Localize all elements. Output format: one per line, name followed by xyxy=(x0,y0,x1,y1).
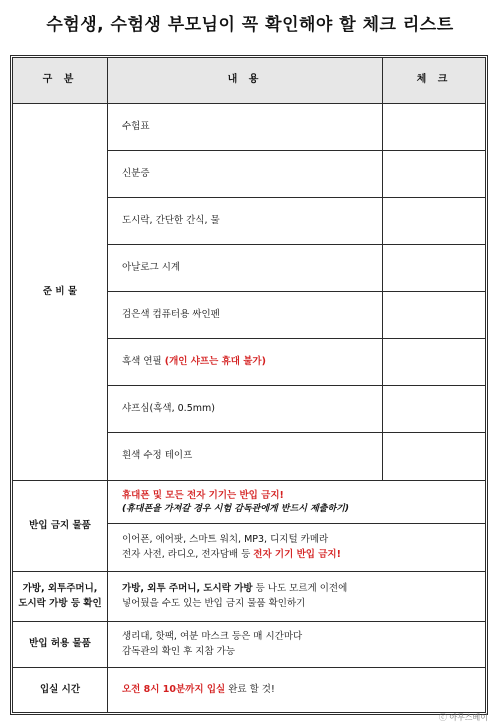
entry-category: 입실 시간 xyxy=(39,683,80,695)
entry-suffix: 완료 할 것! xyxy=(225,683,275,695)
check-cell[interactable] xyxy=(383,292,485,338)
allowed-line-2: 감독관의 확인 후 지참 가능 xyxy=(122,645,236,657)
prep-item-label: 신분증 xyxy=(122,167,150,179)
prep-item-label: 아날로그 시계 xyxy=(122,261,181,273)
header-content: 내 용 xyxy=(227,74,263,86)
prep-item xyxy=(122,339,372,385)
check-cell[interactable] xyxy=(383,104,485,150)
bag-category-line-1: 가방, 외투주머니, xyxy=(22,582,98,594)
allowed-line-1: 생리대, 핫팩, 여분 마스크 등은 매 시간마다 xyxy=(122,630,303,642)
prep-item xyxy=(122,245,372,291)
header-category: 구 분 xyxy=(42,74,78,86)
bag-line-1-bold: 가방, 외투 주머니, 도시락 가방 xyxy=(122,582,253,594)
prep-item-label: 수험표 xyxy=(122,120,150,132)
check-cell[interactable] xyxy=(383,245,485,291)
prep-item-label: 검은색 컴퓨터용 싸인펜 xyxy=(122,308,220,320)
check-cell[interactable] xyxy=(383,386,485,432)
entry-time: 오전 8시 10분까지 입실 xyxy=(122,683,226,695)
prep-item-label: 흰색 수정 테이프 xyxy=(122,449,193,461)
prep-item-label: 흑색 연필 xyxy=(122,355,165,367)
header-check: 체 크 xyxy=(416,74,452,86)
check-cell[interactable] xyxy=(383,433,485,479)
entry-content xyxy=(122,668,482,712)
banned-warning-block xyxy=(122,482,482,524)
allowed-category: 반입 허용 물품 xyxy=(29,638,91,650)
prep-item xyxy=(122,151,372,197)
footnote: ⓒ 아무스베이 xyxy=(438,713,488,722)
banned-warning-sub: (휴대폰을 가져갈 경우 시험 감독관에게 반드시 제출하기) xyxy=(122,504,349,515)
check-cell[interactable] xyxy=(383,198,485,244)
check-cell[interactable] xyxy=(383,151,485,197)
prep-item xyxy=(122,386,372,432)
prep-category: 준 비 물 xyxy=(42,285,78,297)
allowed-content xyxy=(122,622,482,667)
banned-devices-text: 전자 사전, 라디오, 전자담배 등 xyxy=(122,549,254,560)
bag-line-2: 넣어뒀을 수도 있는 반입 금지 물품 확인하기 xyxy=(122,597,306,609)
prep-item xyxy=(122,104,372,150)
prep-item-label: 샤프심(흑색, 0.5mm) xyxy=(122,402,215,414)
banned-devices-line-2 xyxy=(122,548,341,563)
bag-line-1 xyxy=(122,582,347,597)
banned-devices-block xyxy=(122,525,482,571)
bag-content xyxy=(122,572,482,621)
banned-devices-warning: 전자 기기 반입 금지! xyxy=(253,549,341,560)
prep-item xyxy=(122,292,372,338)
prep-item-label: 도시락, 간단한 간식, 물 xyxy=(122,214,220,226)
bag-category-line-2: 도시락 가방 등 확인 xyxy=(18,597,102,609)
check-cell[interactable] xyxy=(383,339,485,385)
banned-warning: 휴대폰 및 모든 전자 기기는 반입 금지! xyxy=(122,489,284,501)
prep-item xyxy=(122,433,372,479)
bag-category xyxy=(12,572,108,621)
banned-category: 반입 금지 물품 xyxy=(29,519,91,531)
prep-item xyxy=(122,198,372,244)
bag-line-1-rest: 등 나도 모르게 이전에 xyxy=(252,582,348,594)
banned-devices-line-1: 이어폰, 에어팟, 스마트 워치, MP3, 디지털 카메라 xyxy=(122,534,329,546)
page-title: 수험생, 수험생 부모님이 꼭 확인해야 할 체크 리스트 xyxy=(46,15,454,35)
prep-item-note: (개인 샤프는 휴대 불가) xyxy=(164,355,266,367)
